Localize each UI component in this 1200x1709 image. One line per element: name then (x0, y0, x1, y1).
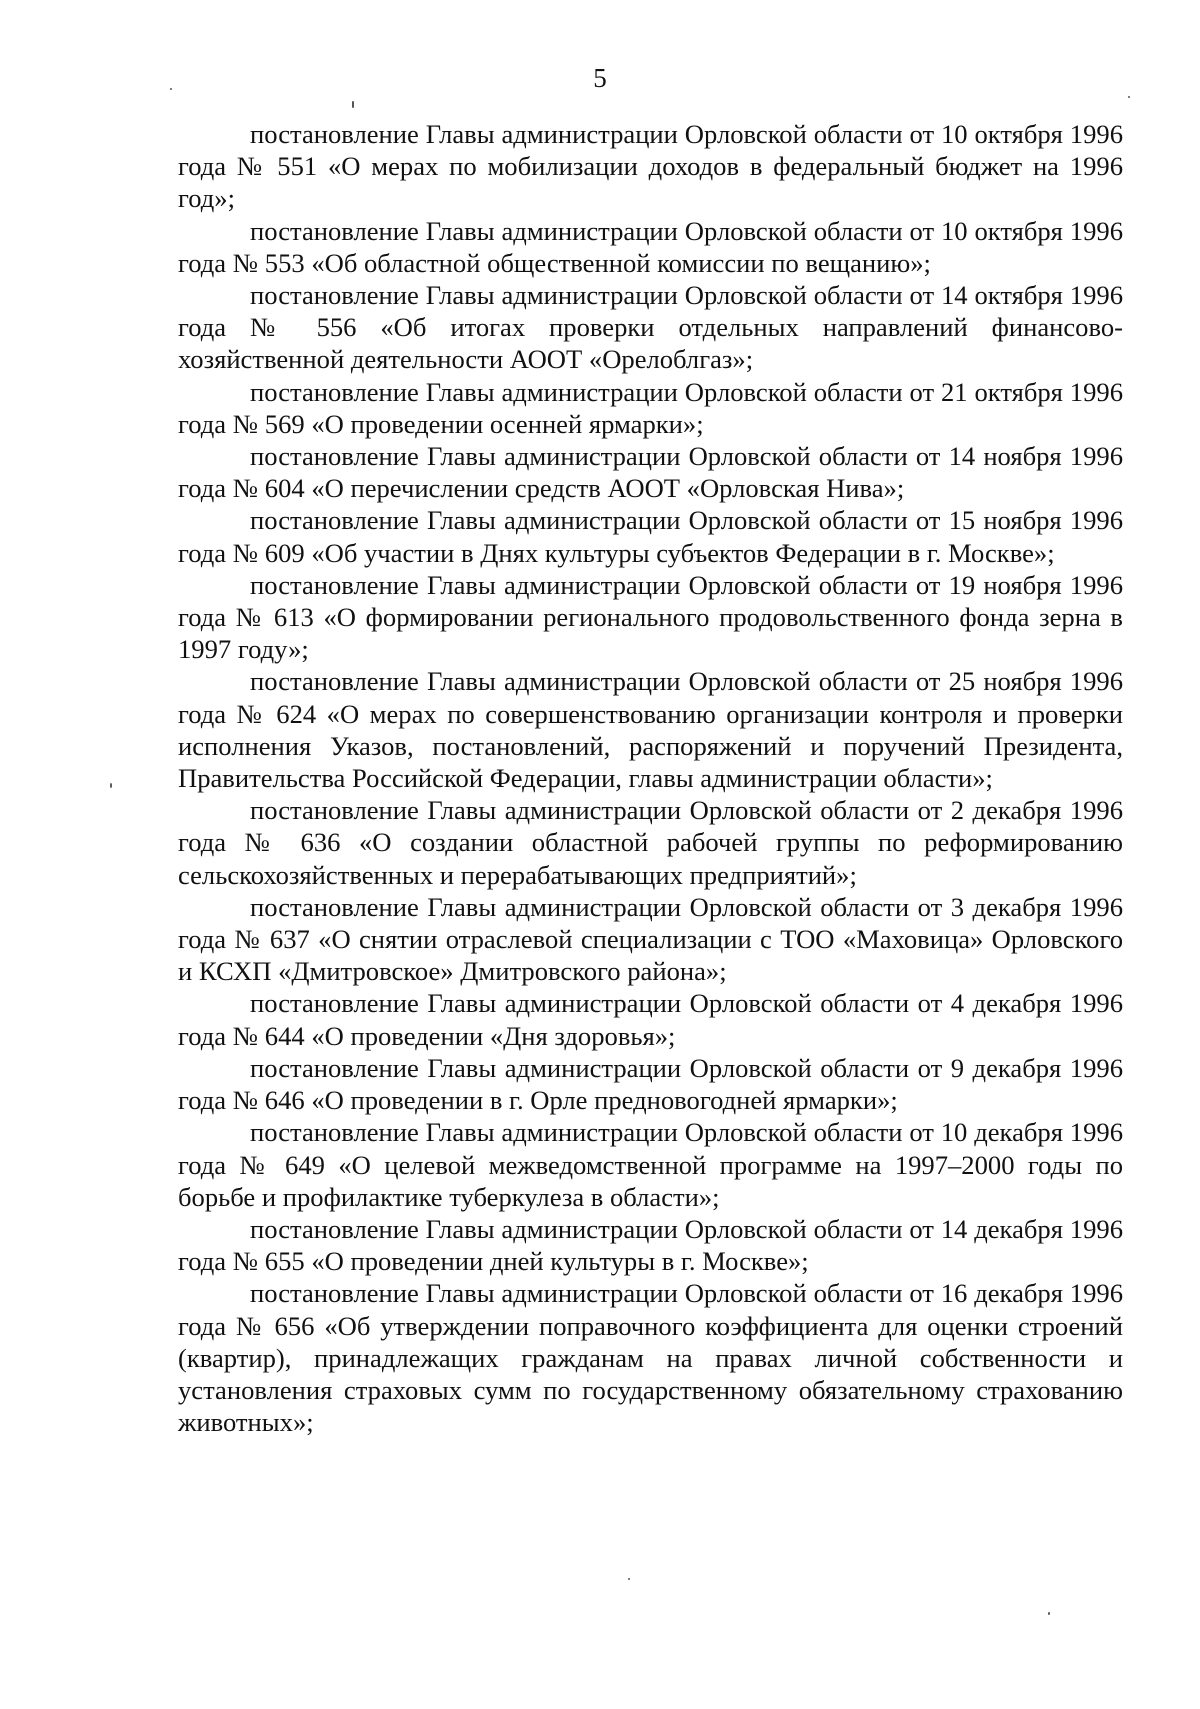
resolution-entry-14: постановление Главы администрации Орловской области от 14 декабря 1996 года № 655 «О проведении дней культуры в г. Москве»; (178, 1213, 1123, 1277)
resolution-entry-5: постановление Главы администрации Орловской области от 14 ноября 1996 года № 604 «О перечислении средств АООТ «Орловская Нива»; (178, 441, 1123, 504)
resolution-entry-2: постановление Главы администрации Орловской области от 10 октября 1996 года № 553 «Об областной общественной комиссии по вещанию»; (178, 215, 1123, 278)
resolution-entry-6: постановление Главы администрации Орловской области от 15 ноября 1996 года № 609 «Об участии в Днях культуры субъектов Федерации в г. Москве»; (178, 505, 1123, 568)
resolution-list (178, 118, 1123, 1438)
resolution-entry-4: постановление Главы администрации Орловской области от 21 октября 1996 года № 569 «О проведении осенней ярмарки»; (178, 376, 1123, 439)
scan-speck (110, 783, 112, 788)
resolution-entry-3: постановление Главы администрации Орловской области от 14 октября 1996 года № 556 «Об итогах проверки отдельных направлений финансово-хозяйственной деятельности АООТ «Орелоблгаз»; (178, 280, 1123, 375)
resolution-entry-13: постановление Главы администрации Орловской области от 10 декабря 1996 года № 649 «О целевой межведомственной программе на 1997–2000 годы по борьбе и профилактике туберкулеза в области»; (178, 1117, 1123, 1212)
scan-speck (1048, 1612, 1050, 1615)
resolution-entry-10: постановление Главы администрации Орловской области от 3 декабря 1996 года № 637 «О снятии отраслевой специализации с ТОО «Маховица» Орловского и КСХП «Дмитровское» Дмитровского района»; (178, 891, 1123, 987)
scan-speck (170, 88, 172, 90)
resolution-entry-12: постановление Главы администрации Орловской области от 9 декабря 1996 года № 646 «О проведении в г. Орле предновогодней ярмарки»; (178, 1052, 1123, 1116)
resolution-entry-15: постановление Главы администрации Орловской области от 16 декабря 1996 года № 656 «Об утверждении поправочного коэффициента для оценки строений (квартир), принадлежащих гражданам на правах личной собственности и установления страховых сумм по государственному обязательному страхованию животных»; (178, 1278, 1123, 1438)
page-number: 5 (593, 63, 607, 93)
resolution-entry-7: постановление Главы администрации Орловской области от 19 ноября 1996 года № 613 «О формировании регионального продовольственного фонда зерна в 1997 году»; (178, 569, 1123, 665)
scan-speck (352, 101, 354, 108)
resolution-entry-1: постановление Главы администрации Орловской области от 10 октября 1996 года № 551 «О мерах по мобилизации доходов в федеральный бюджет на 1996 год»; (178, 119, 1123, 214)
resolution-entry-11: постановление Главы администрации Орловской области от 4 декабря 1996 года № 644 «О проведении «Дня здоровья»; (178, 988, 1123, 1051)
resolution-entry-8: постановление Главы администрации Орловской области от 25 ноября 1996 года № 624 «О мерах по совершенствованию организации контроля и проверки исполнения Указов, постановлений, распоряжений и поручений Президента, Правительства Российской Федерации, главы администрации области»; (178, 666, 1123, 794)
resolution-entry-9: постановление Главы администрации Орловской области от 2 декабря 1996 года № 636 «О создании областной рабочей группы по реформированию сельскохозяйственных и перерабатывающих предприятий»; (178, 795, 1123, 890)
scan-speck (1128, 96, 1130, 98)
scan-speck (628, 1578, 630, 1580)
